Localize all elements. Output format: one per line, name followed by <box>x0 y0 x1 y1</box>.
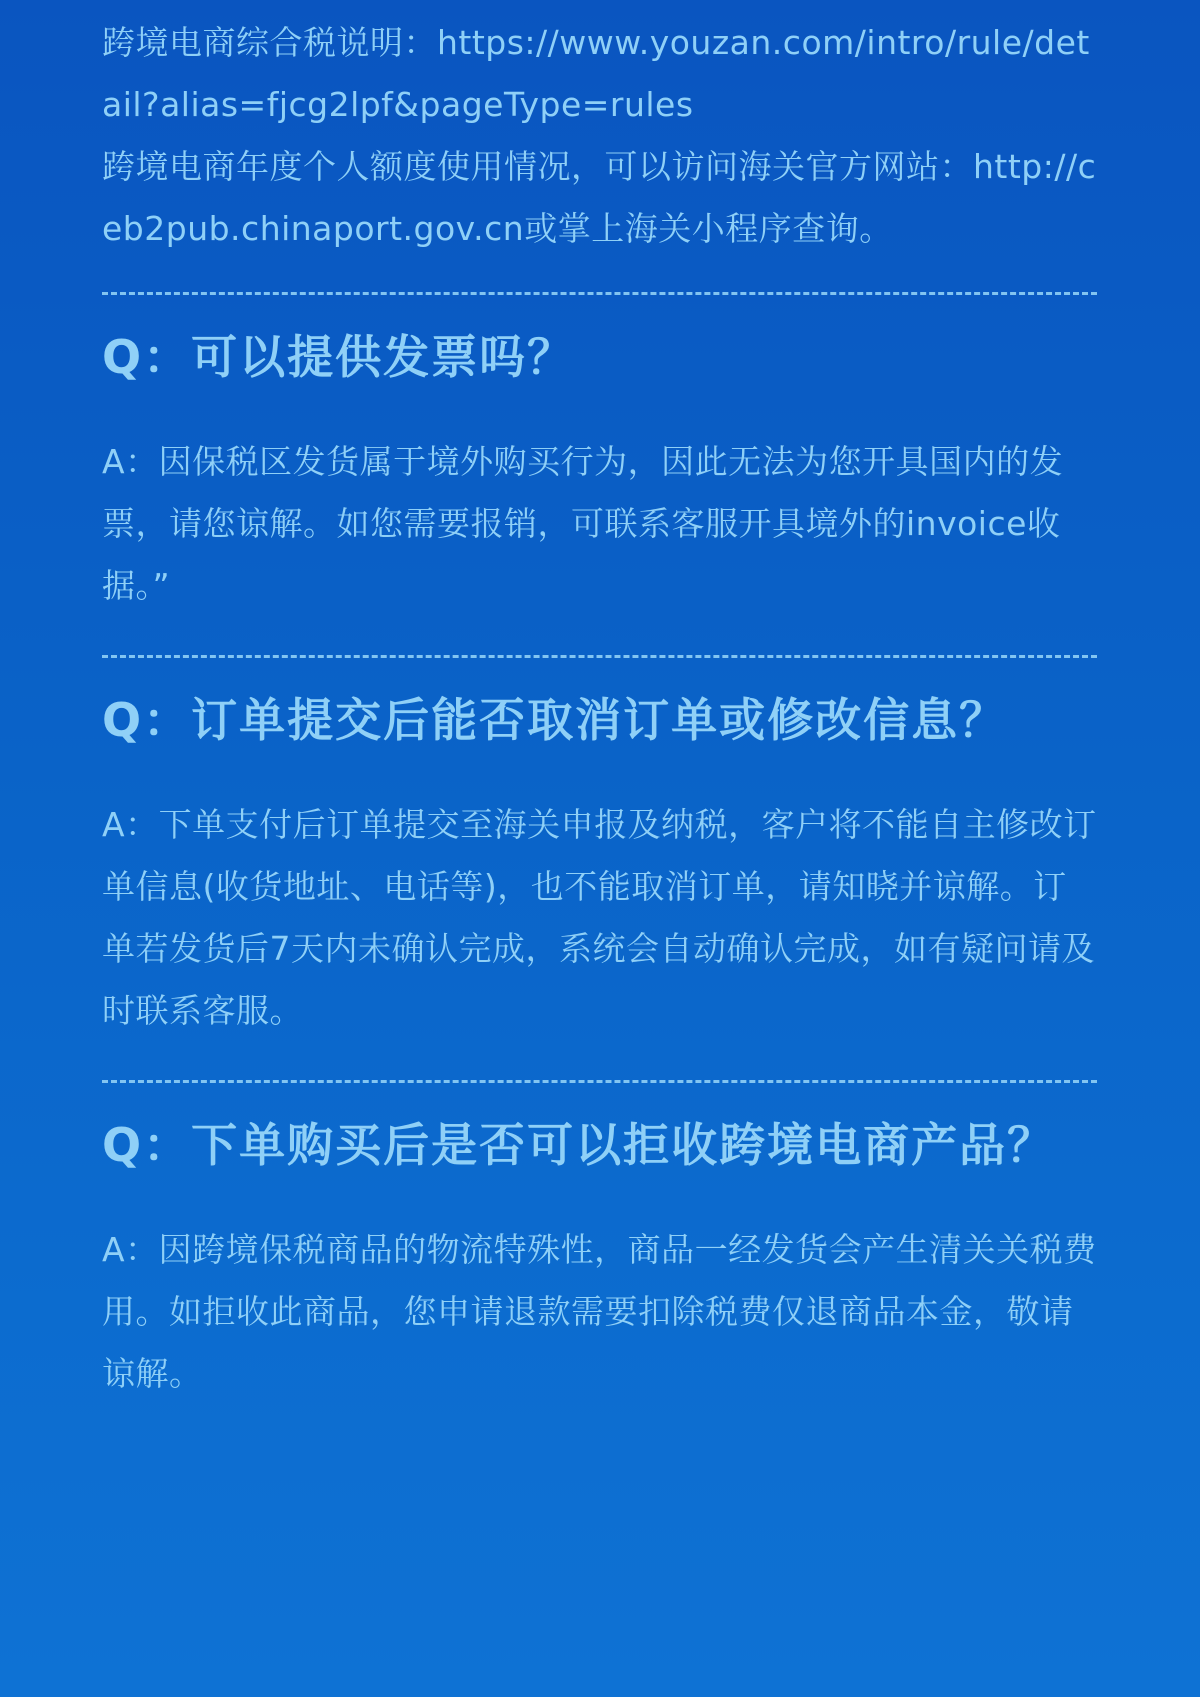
faq-question-cancel-order: Q：订单提交后能否取消订单或修改信息？ <box>102 693 1008 747</box>
quota-note: 跨境电商年度个人额度使用情况，可以访问海关官方网站：http://ceb2pub.chinaport.gov.cn或掌上海关小程序查询。 <box>102 147 1097 248</box>
faq-question-invoice: Q：可以提供发票吗？ <box>102 330 576 384</box>
faq-answer-reject-delivery: A：因跨境保税商品的物流特殊性，商品一经发货会产生清关关税费用。如拒收此商品，您申请退款需要扣除税费仅退商品本金，敬请谅解。 <box>102 1230 1097 1393</box>
faq-content <box>102 12 1097 1405</box>
intro-section <box>102 12 1097 260</box>
faq-answer-invoice: A：因保税区发货属于境外购买行为，因此无法为您开具国内的发票，请您谅解。如您需要报销，可联系客服开具境外的invoice收据。” <box>102 442 1064 605</box>
faq-question-reject-delivery: Q：下单购买后是否可以拒收跨境电商产品？ <box>102 1118 1056 1172</box>
tax-note: 跨境电商综合税说明：https://www.youzan.com/intro/rule/detail?alias=fjcg2lpf&pageType=rules <box>102 23 1090 124</box>
faq-answer-cancel-order: A：下单支付后订单提交至海关申报及纳税，客户将不能自主修改订单信息(收货地址、电话等)，也不能取消订单，请知晓并谅解。订单若发货后7天内未确认完成，系统会自动确认完成，如有疑问请及时联系客服。 <box>102 805 1097 1030</box>
dashed-divider <box>102 655 1097 658</box>
dashed-divider <box>102 292 1097 295</box>
dashed-divider <box>102 1080 1097 1083</box>
